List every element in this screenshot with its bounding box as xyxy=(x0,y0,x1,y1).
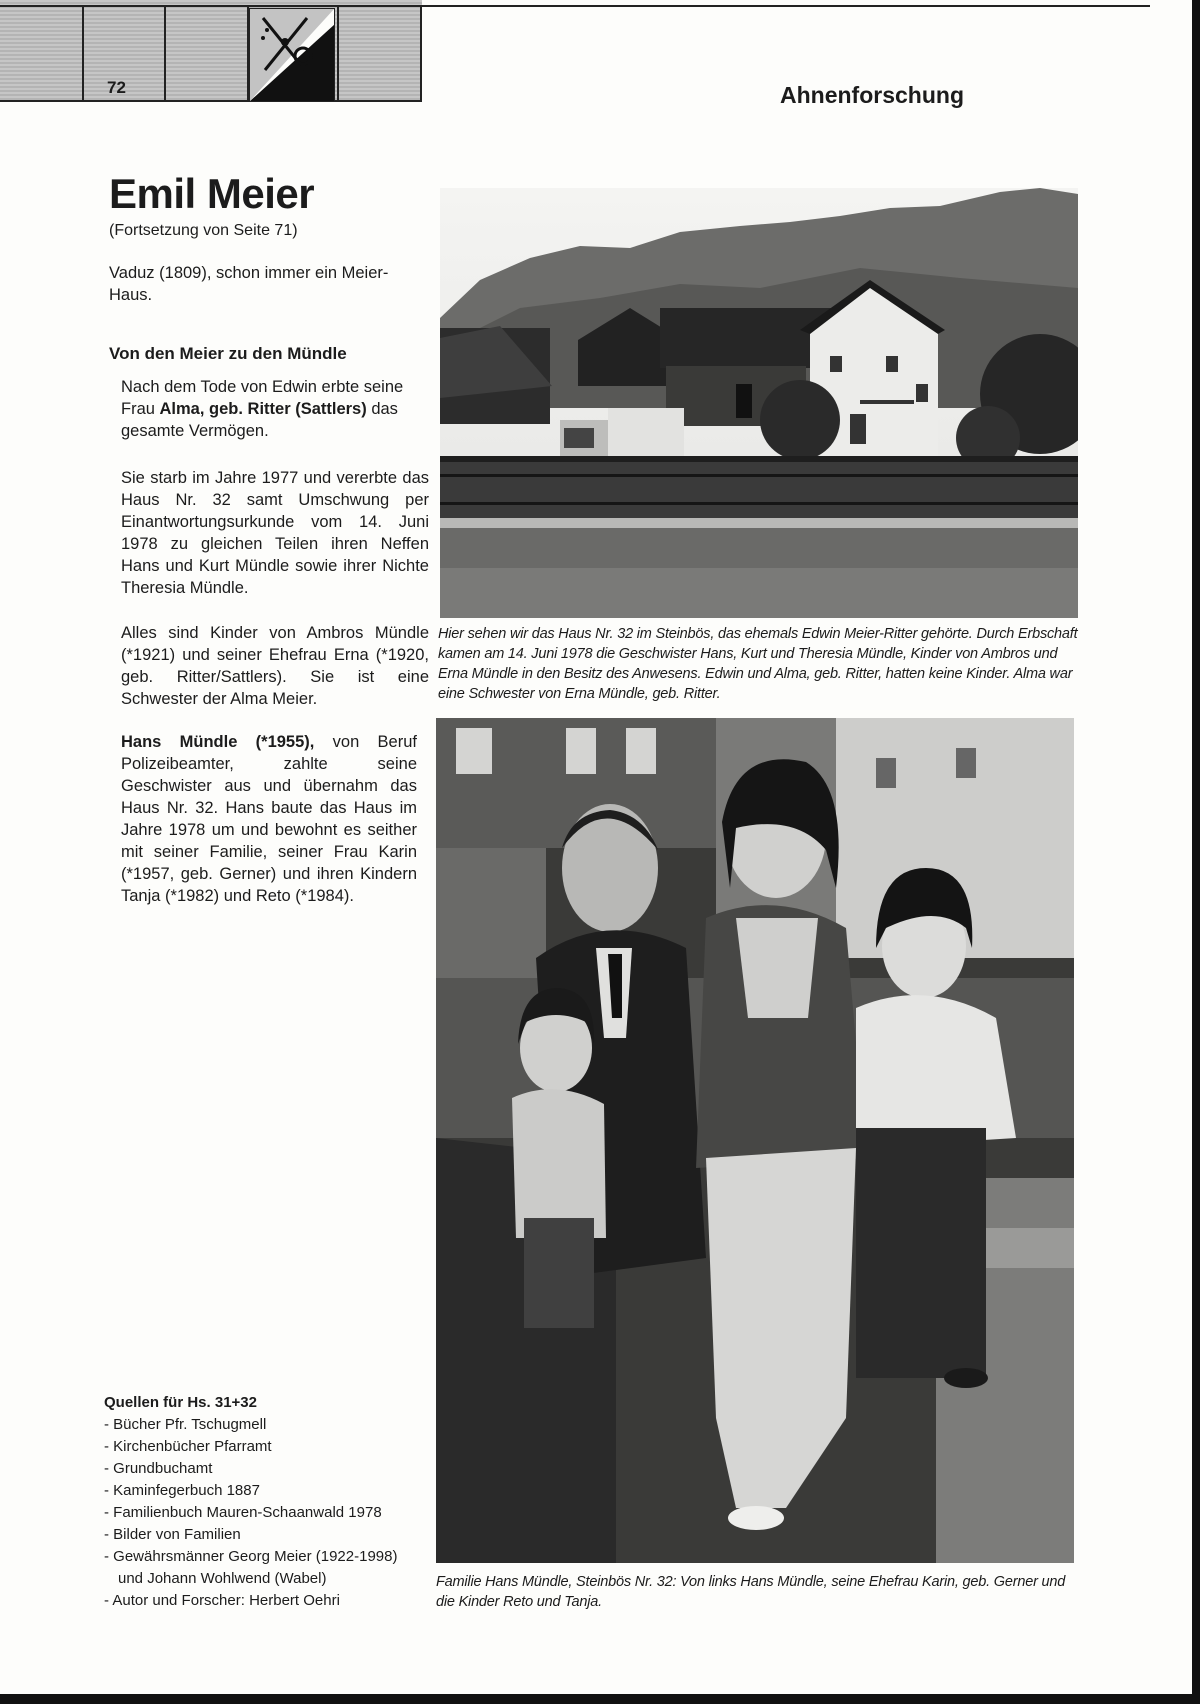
header-divider xyxy=(82,5,84,102)
list-item: - Bilder von Familien xyxy=(104,1524,414,1546)
list-item: - Kirchenbücher Pfarramt xyxy=(104,1436,414,1458)
page-edge xyxy=(1192,0,1200,1704)
list-item: - Gewährsmänner Georg Meier (1922-1998) und Johann Wohlwend (Wabel) xyxy=(104,1546,414,1590)
page-edge xyxy=(0,1694,1200,1704)
body-paragraph xyxy=(109,376,417,442)
header-divider xyxy=(164,5,166,102)
body-paragraph: Alles sind Kinder von Ambros Mündle (*1921) und seiner Ehefrau Erna (*1920, geb. Ritter/Sattlers). Sie ist eine Schwester der Alma Meier. xyxy=(121,624,429,708)
header-band xyxy=(0,0,422,102)
article-subtitle: (Fortsetzung von Seite 71) xyxy=(109,222,298,239)
paragraph-text: von Beruf Polizeibeamter, zahlte seine Geschwister aus und übernahm das Haus Nr. 32. Hans baute das Haus im Jahre 1978 um und bewohnt es seither mit seiner Familie, seiner Frau Karin (*1957, geb. Gerner) und ihren Kindern Tanja (*1982) und Reto (*1984). xyxy=(121,733,417,905)
crossed-tools-emblem-icon xyxy=(249,8,335,102)
list-item: - Kaminfegerbuch 1887 xyxy=(104,1480,414,1502)
body-paragraph xyxy=(109,731,417,907)
section-subhead: Von den Meier zu den Mündle xyxy=(109,344,347,363)
list-item: - Familienbuch Mauren-Schaanwald 1978 xyxy=(104,1502,414,1524)
family-photo-caption: Familie Hans Mündle, Steinbös Nr. 32: Von links Hans Mündle, seine Ehefrau Karin, geb. Gerner und die Kinder Reto und Tanja. xyxy=(436,1574,1066,1610)
list-item: - Grundbuchamt xyxy=(104,1458,414,1480)
paragraph-emphasis: Alma, geb. Ritter (Sattlers) xyxy=(159,400,367,418)
section-title: Ahnenforschung xyxy=(780,82,964,108)
house-photo xyxy=(440,188,1078,618)
family-photo xyxy=(436,718,1074,1563)
sources-list xyxy=(104,1414,414,1612)
list-item: - Bücher Pfr. Tschugmell xyxy=(104,1414,414,1436)
paragraph-emphasis: Hans Mündle (*1955), xyxy=(121,733,315,751)
header-bottom-rule xyxy=(0,100,422,102)
body-paragraph: Sie starb im Jahre 1977 und vererbte das Haus Nr. 32 samt Umschwung per Einantwortungsurkunde vom 14. Juni 1978 zu gleichen Teilen ihren Neffen Hans und Kurt Mündle sowie ihrer Nichte Theresia Mündle. xyxy=(121,469,429,597)
paragraph-text: Nach dem Tode von Edwin erbte seine Frau xyxy=(121,378,404,418)
paragraph-text: das gesamte Vermögen. xyxy=(121,400,398,440)
page-number: 72 xyxy=(107,78,126,97)
intro-paragraph: Vaduz (1809), schon immer ein Meier-Haus. xyxy=(109,264,389,304)
house-photo-caption: Hier sehen wir das Haus Nr. 32 im Steinbös, das ehemals Edwin Meier-Ritter gehörte. Durch Erbschaft kamen am 14. Juni 1978 die Geschwister Hans, Kurt und Theresia Mündle, Kinder von Ambros und Erna Mündle in den Besitz des Anwesens. Edwin und Alma, geb. Ritter, hatten keine Kinder. Alma war eine Schwester von Erna Mündle, geb. Ritter. xyxy=(438,626,1078,702)
sources-block xyxy=(104,1392,414,1612)
article-title: Emil Meier xyxy=(109,170,315,217)
header-rule xyxy=(0,5,1150,7)
header-divider xyxy=(420,5,422,102)
list-item: - Autor und Forscher: Herbert Oehri xyxy=(104,1590,414,1612)
sources-title: Quellen für Hs. 31+32 xyxy=(104,1394,257,1411)
header-divider xyxy=(337,5,339,102)
